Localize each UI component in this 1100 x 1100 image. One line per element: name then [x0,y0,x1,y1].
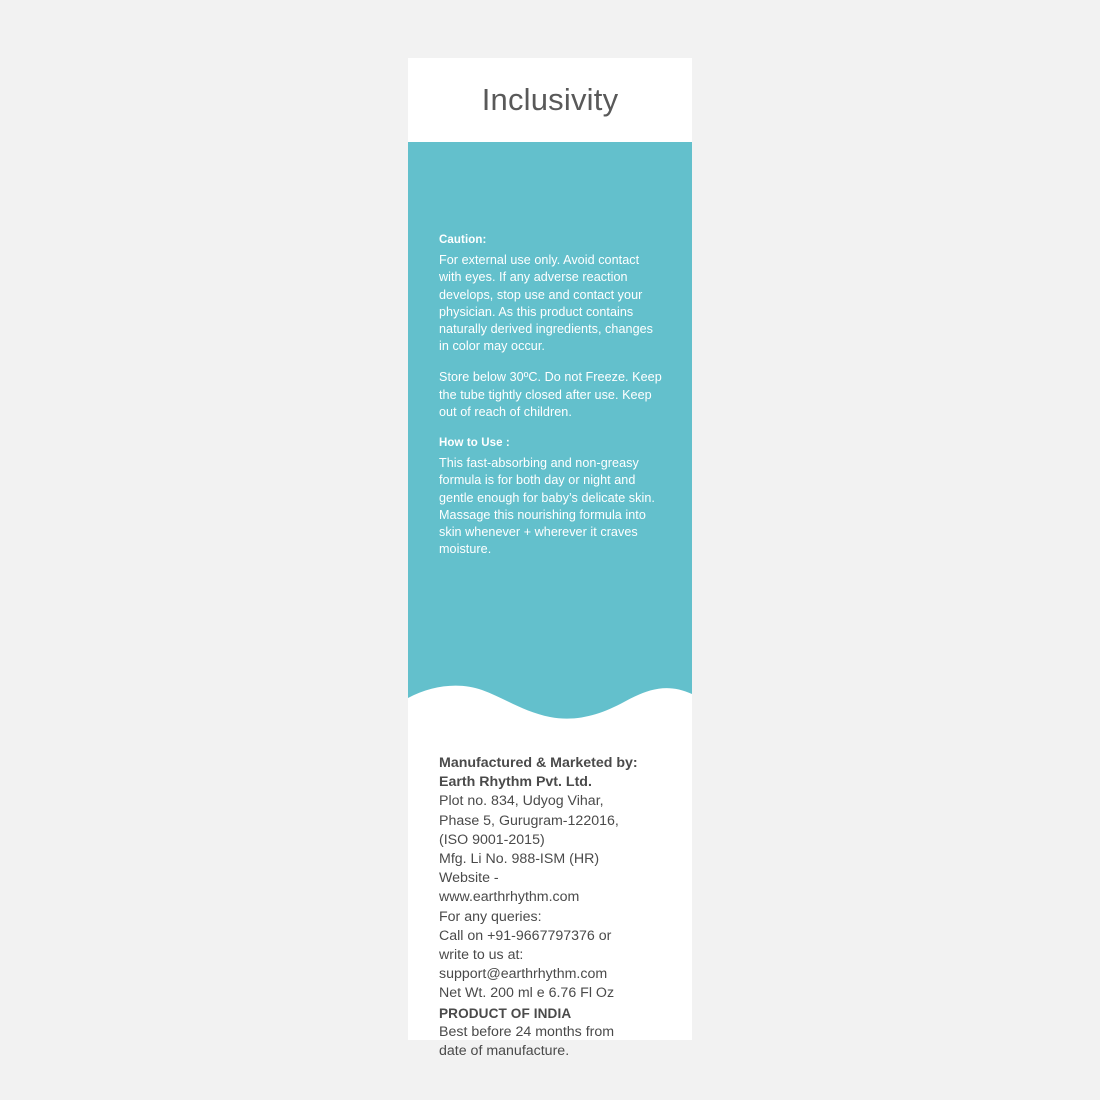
label-title-block [408,58,692,142]
best-before-line-1: Best before 24 months from [439,1023,615,1040]
page-title: Inclusivity [481,82,619,117]
product-of-india: PRODUCT OF INDIA [439,1005,572,1021]
website-url: www.earthrhythm.com [439,889,580,906]
manufacturer-line: Manufactured & Marketed by: Earth Rhythm Pvt. Ltd. [439,755,638,791]
support-email: support@earthrhythm.com [439,966,608,983]
address-line-1: Plot no. 834, Udyog Vihar, [439,793,604,810]
best-before-line-2: date of manufacture. [439,1043,570,1060]
website-label: Website - [439,870,499,887]
teal-section [408,142,692,722]
queries-label: For any queries: [439,908,542,925]
how-to-use-heading: How to Use : [439,437,510,450]
storage-text: Store below 30ºC. Do not Freeze. Keep the tube tightly closed after use. Keep out of reach of children. [439,370,662,419]
address-line-3: (ISO 9001-2015) [439,831,545,848]
manufacturer-info-section [439,754,675,1061]
write-to-us-label: write to us at: [439,947,524,964]
caution-text: For external use only. Avoid contact with eyes. If any adverse reaction develops, stop use and contact your physician. As this product contains naturally derived ingredients, changes in color may occur. [439,253,654,354]
caution-heading: Caution: [439,234,487,246]
licence-number: Mfg. Li No. 988-ISM (HR) [439,851,600,868]
teal-text-content [439,232,665,558]
phone-line: Call on +91-9667797376 or [439,927,612,944]
product-label-panel [408,58,692,1060]
address-line-2: Phase 5, Gurugram-122016, [439,812,619,829]
how-to-use-text: This fast-absorbing and non-greasy formula is for both day or night and gentle enough for baby’s delicate skin. Massage this nourishing formula into skin whenever + wherever it craves moisture. [439,456,655,557]
net-weight: Net Wt. 200 ml e 6.76 Fl Oz [439,985,615,1002]
